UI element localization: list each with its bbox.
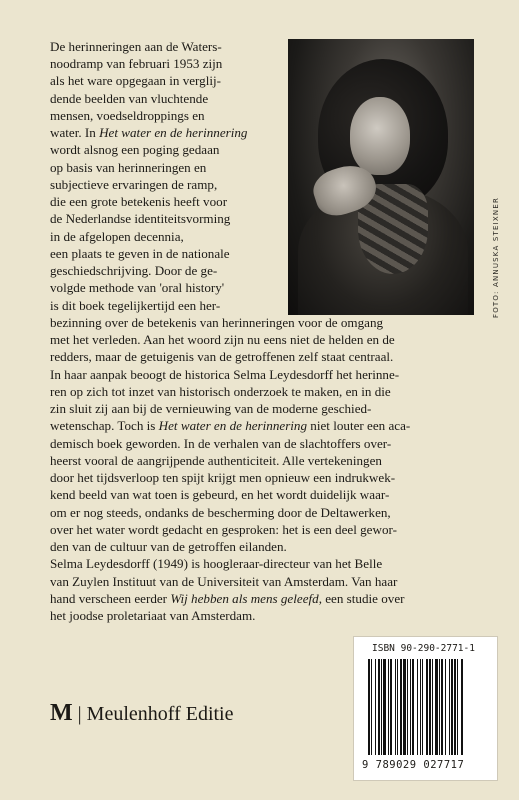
barcode-stripe	[426, 659, 428, 755]
barcode-stripe	[371, 659, 372, 755]
barcode-stripe	[435, 659, 438, 755]
barcode-stripe	[400, 659, 402, 755]
barcode-stripe	[381, 659, 382, 755]
author-photo	[288, 39, 474, 315]
blurb-line: is dit boek tegelijkertijd een her-	[50, 298, 221, 313]
barcode-stripe	[429, 659, 431, 755]
barcode-stripe	[383, 659, 386, 755]
blurb-line: zin sluit zij aan bij de vernieuwing van de moderne geschied-	[50, 401, 372, 416]
blurb-line: wetenschap. Toch is Het water en de herinnering niet louter een aca-	[50, 418, 411, 433]
barcode-stripe	[397, 659, 398, 755]
blurb-line: dende beelden van vluchtende	[50, 91, 209, 106]
blurb-line: De herinneringen aan de Waters-	[50, 39, 222, 54]
barcode-stripe	[439, 659, 440, 755]
barcode-stripe	[461, 659, 463, 755]
blurb-line: ren op zich tot inzet van historisch onderzoek te maken, en in die	[50, 384, 391, 399]
blurb-line: noodramp van februari 1953 zijn	[50, 56, 223, 71]
barcode-stripe	[451, 659, 453, 755]
blurb-line: een plaats te geven in de nationale	[50, 246, 230, 261]
blurb-line: op basis van herinneringen en	[50, 160, 207, 175]
blurb-line: In haar aanpak beoogt de historica Selma Leydesdorff het herinne-	[50, 367, 400, 382]
barcode-stripe	[445, 659, 446, 755]
publisher-m-logo: M	[50, 700, 73, 726]
barcode-stripe	[432, 659, 433, 755]
blurb-line: mensen, voedseldroppings en	[50, 108, 205, 123]
blurb-line: de Nederlandse identiteitsvorming	[50, 211, 231, 226]
author-bio-line: hand verscheen eerder Wij hebben als mens geleefd, een studie over	[50, 591, 405, 606]
blurb-line: redders, maar de getuigenis van de getroffenen zelf staat centraal.	[50, 349, 394, 364]
blurb-line: over het water wordt gedacht en gesproken: het is een deel gewor-	[50, 522, 397, 537]
barcode-stripe	[403, 659, 406, 755]
barcode-stripe	[388, 659, 389, 755]
barcode-stripe	[441, 659, 443, 755]
author-bio-line: het joodse proletariaat van Amsterdam.	[50, 608, 256, 623]
barcode-stripe	[410, 659, 411, 755]
author-bio-line: Selma Leydesdorff (1949) is hoogleraar-directeur van het Belle	[50, 556, 383, 571]
publisher-logo	[50, 700, 234, 727]
photo-face-shape	[350, 97, 410, 175]
blurb-line: door het tijdsverloop ten spijt krijgt men opnieuw een indrukwek-	[50, 470, 396, 485]
barcode-stripe	[390, 659, 392, 755]
blurb-line: wordt alsnog een poging gedaan	[50, 142, 220, 157]
barcode-stripe	[417, 659, 418, 755]
blurb-line: als het ware opgegaan in verglij-	[50, 73, 222, 88]
barcode-stripe	[422, 659, 423, 755]
blurb-line: demisch boek geworden. In de verhalen van de slachtoffers over-	[50, 436, 392, 451]
barcode-icon	[368, 659, 484, 755]
barcode-stripe	[407, 659, 408, 755]
photo-credit: FOTO: ANNUSKA STEIXNER	[492, 196, 500, 318]
barcode-stripe	[420, 659, 421, 755]
barcode-stripe	[412, 659, 414, 755]
blurb-line: water. In Het water en de herinnering	[50, 125, 248, 140]
barcode-stripe	[378, 659, 380, 755]
isbn-label: ISBN 90-290-2771-1	[372, 643, 475, 654]
publisher-separator: |	[77, 703, 82, 725]
blurb-line: met het verleden. Aan het woord zijn nu eens niet de helden en de	[50, 332, 395, 347]
barcode-stripe	[375, 659, 376, 755]
blurb-line: bezinning over de betekenis van herinneringen voor de omgang	[50, 315, 384, 330]
blurb-line: om er nog steeds, ondanks de bescherming door de Deltawerken,	[50, 505, 391, 520]
blurb-line: in de afgelopen decennia,	[50, 229, 184, 244]
barcode-stripe	[368, 659, 370, 755]
barcode-stripe	[454, 659, 456, 755]
blurb-line: den van de cultuur van de getroffen eilanden.	[50, 539, 287, 554]
barcode-stripe	[457, 659, 458, 755]
author-bio-line: van Zuylen Instituut van de Universiteit van Amsterdam. Van haar	[50, 574, 398, 589]
blurb-line: volgde methode van 'oral history'	[50, 280, 225, 295]
barcode-stripe	[395, 659, 396, 755]
blurb-line: subjectieve ervaringen de ramp,	[50, 177, 218, 192]
blurb-line: kend beeld van wat toen is gebeurd, en het wordt duidelijk waar-	[50, 487, 390, 502]
blurb-line: geschiedschrijving. Door de ge-	[50, 263, 218, 278]
blurb-line: die een grote betekenis heeft voor	[50, 194, 228, 209]
barcode-stripe	[449, 659, 450, 755]
blurb-line: heerst vooral de aangrijpende authenticiteit. Alle vertekeningen	[50, 453, 382, 468]
publisher-name: Meulenhoff Editie	[86, 703, 234, 725]
ean-number: 9 789029 027717	[362, 759, 465, 771]
barcode-block	[353, 636, 498, 781]
